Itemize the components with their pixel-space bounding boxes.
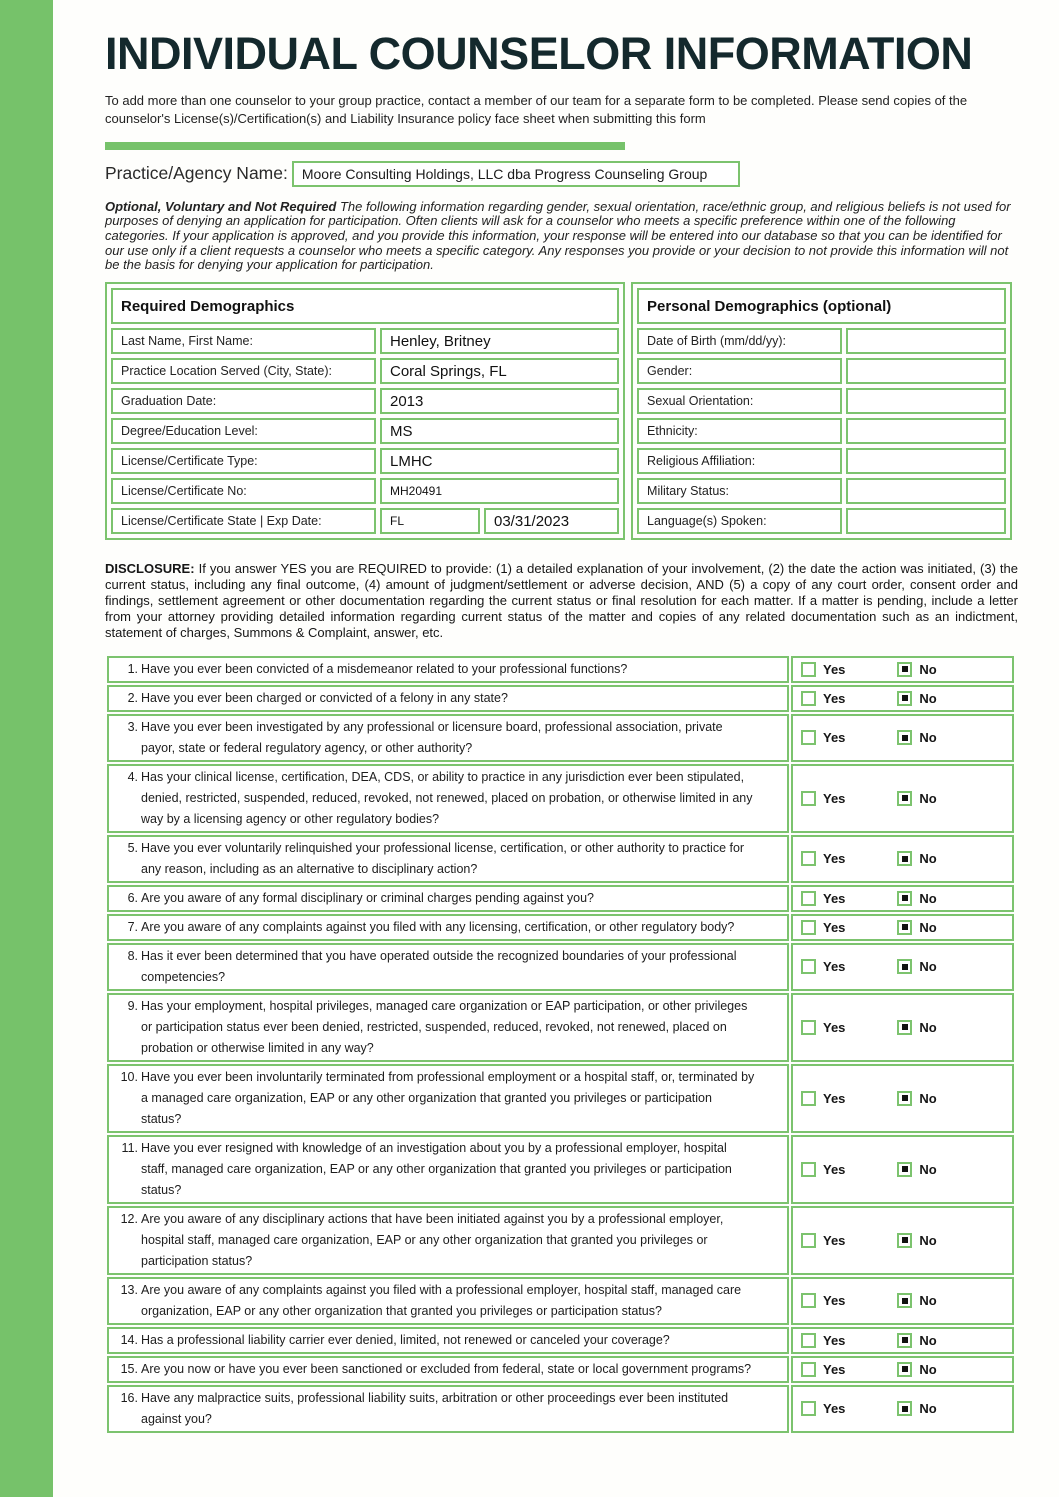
checkbox-empty-icon[interactable] bbox=[801, 1233, 816, 1248]
checkbox-checked-icon[interactable] bbox=[897, 1401, 912, 1416]
table-row bbox=[637, 508, 1006, 534]
question-row bbox=[107, 656, 1014, 683]
question-cell bbox=[107, 1277, 789, 1325]
field-value[interactable]: 2013 bbox=[380, 388, 619, 414]
question-cell bbox=[107, 714, 789, 762]
question-row bbox=[107, 993, 1014, 1062]
question-cell bbox=[107, 1206, 789, 1275]
field-label: License/Certificate State | Exp Date: bbox=[111, 508, 376, 534]
question-text: Has a professional liability carrier ever denied, limited, not renewed or canceled your coverage? bbox=[141, 1332, 670, 1347]
yes-checkbox-option[interactable] bbox=[801, 1401, 845, 1416]
field-label: Date of Birth (mm/dd/yy): bbox=[637, 328, 842, 354]
option-label: No bbox=[919, 1161, 937, 1177]
question-number: 12. bbox=[120, 1211, 138, 1226]
checkbox-checked-icon[interactable] bbox=[897, 959, 912, 974]
no-checkbox-option[interactable] bbox=[897, 662, 936, 677]
yes-checkbox-option[interactable] bbox=[801, 730, 845, 745]
yes-checkbox-option[interactable] bbox=[801, 1020, 845, 1035]
question-text: Have you ever resigned with knowledge of an investigation about you by a professional employer, hospital staff, managed care organization, EAP or any other organization that granted you privileges or participation status? bbox=[141, 1140, 732, 1197]
practice-name-row bbox=[105, 161, 1018, 187]
field-label: Ethnicity: bbox=[637, 418, 842, 444]
table-row bbox=[111, 508, 619, 534]
answer-cell bbox=[791, 1356, 1014, 1383]
field-label: Last Name, First Name: bbox=[111, 328, 376, 354]
field-value[interactable] bbox=[846, 418, 1006, 444]
no-checkbox-option[interactable] bbox=[897, 1162, 936, 1177]
question-number: 4. bbox=[127, 769, 138, 784]
checkbox-empty-icon[interactable] bbox=[801, 791, 816, 806]
table-header-row bbox=[111, 288, 619, 324]
question-number: 14. bbox=[120, 1332, 138, 1347]
option-label: No bbox=[919, 1232, 937, 1248]
question-text: Have you ever been charged or convicted of a felony in any state? bbox=[141, 690, 508, 705]
field-value[interactable]: MS bbox=[380, 418, 619, 444]
answer-cell bbox=[791, 1135, 1014, 1204]
question-text: Are you now or have you ever been sanctioned or excluded from federal, state or local government programs? bbox=[141, 1361, 752, 1376]
left-green-bar bbox=[0, 0, 53, 1497]
form-content bbox=[105, 0, 1018, 1435]
question-text: Have any malpractice suits, professional liability suits, arbitration or other proceedings ever been instituted against you? bbox=[141, 1390, 729, 1426]
table-row bbox=[637, 328, 1006, 354]
checkbox-empty-icon[interactable] bbox=[801, 662, 816, 677]
no-checkbox-option[interactable] bbox=[897, 1233, 936, 1248]
practice-name-input[interactable]: Moore Consulting Holdings, LLC dba Progress Counseling Group bbox=[292, 161, 740, 187]
table-row bbox=[111, 418, 619, 444]
answer-cell bbox=[791, 1327, 1014, 1354]
field-value[interactable]: MH20491 bbox=[380, 478, 619, 504]
checkbox-empty-icon[interactable] bbox=[801, 959, 816, 974]
checkbox-empty-icon[interactable] bbox=[801, 1362, 816, 1377]
field-label: Gender: bbox=[637, 358, 842, 384]
yes-checkbox-option[interactable] bbox=[801, 1162, 845, 1177]
checkbox-checked-icon[interactable] bbox=[897, 851, 912, 866]
answer-cell bbox=[791, 1206, 1014, 1275]
required-demographics-table bbox=[105, 282, 625, 540]
option-label: No bbox=[919, 919, 937, 935]
page-title: INDIVIDUAL COUNSELOR INFORMATION bbox=[105, 28, 973, 79]
no-checkbox-option[interactable] bbox=[897, 1293, 936, 1308]
option-label: Yes bbox=[823, 1161, 846, 1177]
field-value[interactable] bbox=[846, 508, 1006, 534]
field-value[interactable] bbox=[846, 388, 1006, 414]
table-row bbox=[637, 388, 1006, 414]
option-label: No bbox=[919, 1332, 937, 1348]
answer-cell bbox=[791, 656, 1014, 683]
intro-text: To add more than one counselor to your group practice, contact a member of our team for a separate form to be completed. Please send copies of the counselor's License(s)/Certification(s) and Liability Insurance policy face sheet when submitting this form bbox=[105, 93, 968, 127]
yes-checkbox-option[interactable] bbox=[801, 920, 845, 935]
question-row bbox=[107, 1135, 1014, 1204]
option-label: No bbox=[919, 730, 937, 746]
option-label: No bbox=[919, 1401, 937, 1417]
question-number: 9. bbox=[127, 998, 138, 1013]
question-cell bbox=[107, 993, 789, 1062]
yes-checkbox-option[interactable] bbox=[801, 1362, 845, 1377]
question-number: 3. bbox=[127, 719, 138, 734]
question-text: Have you ever been convicted of a misdemeanor related to your professional functions? bbox=[141, 661, 628, 676]
checkbox-empty-icon[interactable] bbox=[801, 891, 816, 906]
checkbox-checked-icon[interactable] bbox=[897, 730, 912, 745]
no-checkbox-option[interactable] bbox=[897, 691, 936, 706]
answer-cell bbox=[791, 993, 1014, 1062]
checkbox-checked-icon[interactable] bbox=[897, 1020, 912, 1035]
checkbox-empty-icon[interactable] bbox=[801, 691, 816, 706]
field-value[interactable] bbox=[846, 478, 1006, 504]
field-value[interactable] bbox=[846, 358, 1006, 384]
checkbox-empty-icon[interactable] bbox=[801, 1162, 816, 1177]
field-value[interactable]: Coral Springs, FL bbox=[380, 358, 619, 384]
answer-cell bbox=[791, 764, 1014, 833]
checkbox-empty-icon[interactable] bbox=[801, 730, 816, 745]
option-label: Yes bbox=[823, 1232, 846, 1248]
yes-checkbox-option[interactable] bbox=[801, 662, 845, 677]
answer-cell bbox=[791, 1277, 1014, 1325]
checkbox-empty-icon[interactable] bbox=[801, 1401, 816, 1416]
disclosure-paragraph bbox=[105, 561, 1018, 641]
question-cell bbox=[107, 685, 789, 712]
no-checkbox-option[interactable] bbox=[897, 1362, 936, 1377]
checkbox-empty-icon[interactable] bbox=[801, 851, 816, 866]
field-value[interactable]: Henley, Britney bbox=[380, 328, 619, 354]
option-label: No bbox=[919, 661, 937, 677]
question-text: Are you aware of any complaints against you filed with a professional employer, hospital staff, managed care organization, EAP or any other organization that granted you privileges or participation status? bbox=[141, 1282, 742, 1318]
field-value[interactable] bbox=[846, 328, 1006, 354]
question-text: Are you aware of any formal disciplinary or criminal charges pending against you? bbox=[141, 890, 595, 905]
required-demographics-header: Required Demographics bbox=[111, 288, 619, 324]
question-row bbox=[107, 1206, 1014, 1275]
question-cell bbox=[107, 835, 789, 883]
question-number: 6. bbox=[127, 890, 138, 905]
table-row bbox=[637, 418, 1006, 444]
question-row bbox=[107, 1064, 1014, 1133]
question-row bbox=[107, 1356, 1014, 1383]
checkbox-empty-icon[interactable] bbox=[801, 920, 816, 935]
question-cell bbox=[107, 656, 789, 683]
table-row bbox=[111, 328, 619, 354]
option-label: No bbox=[919, 790, 937, 806]
question-text: Have you ever voluntarily relinquished your professional license, certification, or other authority to practice for any reason, including as an alternative to disciplinary action? bbox=[141, 840, 745, 876]
question-text: Has it ever been determined that you have operated outside the recognized boundaries of your professional competencies? bbox=[141, 948, 737, 984]
checkbox-checked-icon[interactable] bbox=[897, 1233, 912, 1248]
optional-notice bbox=[105, 200, 1018, 273]
option-label: Yes bbox=[823, 919, 846, 935]
question-row bbox=[107, 1327, 1014, 1354]
option-label: Yes bbox=[823, 890, 846, 906]
yes-checkbox-option[interactable] bbox=[801, 791, 845, 806]
question-text: Have you ever been investigated by any professional or licensure board, professional association, private payor, state or federal regulatory agency, or other authority? bbox=[141, 719, 723, 755]
question-cell bbox=[107, 764, 789, 833]
practice-name-label: Practice/Agency Name: bbox=[105, 163, 288, 184]
field-label: Degree/Education Level: bbox=[111, 418, 376, 444]
question-cell bbox=[107, 1385, 789, 1433]
personal-demographics-table bbox=[631, 282, 1012, 540]
answer-cell bbox=[791, 1064, 1014, 1133]
option-label: No bbox=[919, 959, 937, 975]
field-value[interactable] bbox=[846, 448, 1006, 474]
question-number: 8. bbox=[127, 948, 138, 963]
checkbox-checked-icon[interactable] bbox=[897, 920, 912, 935]
answer-cell bbox=[791, 714, 1014, 762]
option-label: No bbox=[919, 1293, 937, 1309]
answer-cell bbox=[791, 943, 1014, 991]
answer-cell bbox=[791, 885, 1014, 912]
question-cell bbox=[107, 885, 789, 912]
table-header-row bbox=[637, 288, 1006, 324]
option-label: Yes bbox=[823, 959, 846, 975]
field-value[interactable]: FL bbox=[380, 508, 480, 534]
question-row bbox=[107, 943, 1014, 991]
yes-checkbox-option[interactable] bbox=[801, 1293, 845, 1308]
option-label: Yes bbox=[823, 1090, 846, 1106]
table-row bbox=[111, 388, 619, 414]
question-row bbox=[107, 885, 1014, 912]
answer-cell bbox=[791, 1385, 1014, 1433]
no-checkbox-option[interactable] bbox=[897, 959, 936, 974]
checkbox-checked-icon[interactable] bbox=[897, 662, 912, 677]
table-row bbox=[637, 448, 1006, 474]
yes-checkbox-option[interactable] bbox=[801, 1233, 845, 1248]
checkbox-empty-icon[interactable] bbox=[801, 1293, 816, 1308]
optional-notice-body: The following information regarding gender, sexual orientation, race/ethnic group, and religious beliefs is not used for purposes of denying an application for participation. Often clients will ask for a counselor who meets a specific preference within one of the following categories. If your application is approved, and you provide this information, your response will be entered into our database so that you can be identified for our use only if a client requests a counselor who meets a specific category. Any responses you provide or your decision to not provide this information will not be the basis for denying your application for participation. bbox=[105, 198, 1011, 273]
field-label: Military Status: bbox=[637, 478, 842, 504]
no-checkbox-option[interactable] bbox=[897, 920, 936, 935]
yes-checkbox-option[interactable] bbox=[801, 891, 845, 906]
table-row bbox=[637, 358, 1006, 384]
option-label: Yes bbox=[823, 851, 846, 867]
option-label: Yes bbox=[823, 790, 846, 806]
checkbox-checked-icon[interactable] bbox=[897, 1333, 912, 1348]
question-number: 10. bbox=[120, 1069, 138, 1084]
field-label: Graduation Date: bbox=[111, 388, 376, 414]
question-cell bbox=[107, 1135, 789, 1204]
optional-notice-lead: Optional, Voluntary and Not Required bbox=[105, 198, 337, 214]
option-label: No bbox=[919, 690, 937, 706]
answer-cell bbox=[791, 835, 1014, 883]
checkbox-empty-icon[interactable] bbox=[801, 1333, 816, 1348]
question-row bbox=[107, 1385, 1014, 1433]
option-label: No bbox=[919, 1361, 937, 1377]
question-row bbox=[107, 714, 1014, 762]
question-cell bbox=[107, 1356, 789, 1383]
divider-bar bbox=[105, 142, 625, 150]
field-value[interactable]: LMHC bbox=[380, 448, 619, 474]
field-label: Language(s) Spoken: bbox=[637, 508, 842, 534]
checkbox-checked-icon[interactable] bbox=[897, 791, 912, 806]
field-label: Practice Location Served (City, State): bbox=[111, 358, 376, 384]
question-text: Has your clinical license, certification, DEA, CDS, or ability to practice in any jurisdiction ever been stipulated, denied, restricted, suspended, reduced, revoked, not renewed, placed on probation, or otherwise limited in any way by a licensing agency or other regulatory bodies? bbox=[141, 769, 753, 826]
question-text: Are you aware of any disciplinary actions that have been initiated against you by a professional employer, hospital staff, managed care organization, EAP or any other organization that granted you privileges or participation status? bbox=[141, 1211, 724, 1268]
question-row bbox=[107, 1277, 1014, 1325]
no-checkbox-option[interactable] bbox=[897, 851, 936, 866]
no-checkbox-option[interactable] bbox=[897, 1020, 936, 1035]
yes-checkbox-option[interactable] bbox=[801, 1333, 845, 1348]
yes-checkbox-option[interactable] bbox=[801, 959, 845, 974]
question-cell bbox=[107, 1327, 789, 1354]
question-number: 11. bbox=[121, 1140, 138, 1155]
disclosure-questions-table bbox=[105, 654, 1016, 1435]
question-number: 13. bbox=[120, 1282, 138, 1297]
answer-cell bbox=[791, 914, 1014, 941]
question-row bbox=[107, 835, 1014, 883]
option-label: Yes bbox=[823, 1361, 846, 1377]
table-row bbox=[111, 478, 619, 504]
demographics-section bbox=[105, 282, 1018, 540]
yes-checkbox-option[interactable] bbox=[801, 1091, 845, 1106]
yes-checkbox-option[interactable] bbox=[801, 851, 845, 866]
question-number: 7. bbox=[127, 919, 138, 934]
no-checkbox-option[interactable] bbox=[897, 1333, 936, 1348]
question-text: Are you aware of any complaints against you filed with any licensing, certification, or other regulatory body? bbox=[141, 919, 735, 934]
question-number: 5. bbox=[127, 840, 138, 855]
question-cell bbox=[107, 1064, 789, 1133]
question-row bbox=[107, 764, 1014, 833]
question-cell bbox=[107, 943, 789, 991]
no-checkbox-option[interactable] bbox=[897, 1401, 936, 1416]
no-checkbox-option[interactable] bbox=[897, 791, 936, 806]
field-label: License/Certificate No: bbox=[111, 478, 376, 504]
question-text: Have you ever been involuntarily terminated from professional employment or a hospital staff, or, terminated by a managed care organization, EAP or any other organization that granted you privileges or participation status? bbox=[141, 1069, 755, 1126]
option-label: Yes bbox=[823, 1332, 846, 1348]
no-checkbox-option[interactable] bbox=[897, 1091, 936, 1106]
disclosure-lead: DISCLOSURE: bbox=[105, 561, 195, 577]
table-row bbox=[637, 478, 1006, 504]
option-label: Yes bbox=[823, 661, 846, 677]
option-label: Yes bbox=[823, 1293, 846, 1309]
option-label: Yes bbox=[823, 690, 846, 706]
no-checkbox-option[interactable] bbox=[897, 891, 936, 906]
yes-checkbox-option[interactable] bbox=[801, 691, 845, 706]
option-label: Yes bbox=[823, 1401, 846, 1417]
checkbox-empty-icon[interactable] bbox=[801, 1091, 816, 1106]
table-row bbox=[111, 358, 619, 384]
answer-cell bbox=[791, 685, 1014, 712]
option-label: Yes bbox=[823, 730, 846, 746]
field-label: License/Certificate Type: bbox=[111, 448, 376, 474]
no-checkbox-option[interactable] bbox=[897, 730, 936, 745]
checkbox-empty-icon[interactable] bbox=[801, 1020, 816, 1035]
field-label: Religious Affiliation: bbox=[637, 448, 842, 474]
checkbox-checked-icon[interactable] bbox=[897, 1162, 912, 1177]
question-cell bbox=[107, 914, 789, 941]
option-label: No bbox=[919, 1090, 937, 1106]
question-row bbox=[107, 914, 1014, 941]
disclosure-body: If you answer YES you are REQUIRED to provide: (1) a detailed explanation of your involvement, (2) the date the action was initiated, (3) the current status, including any final outcome, (4) amount of judgment/settlement or adverse decision, AND (5) a copy of any court order, consent order and findings, settlement agreement or other documentation regarding the current status or final resolution for each matter. If a matter is pending, include a letter from your attorney providing detailed information regarding current status of the matter and copies of any related documentation such as an indictment, statement of charges, Summons & Complaint, answer, etc. bbox=[105, 561, 1018, 640]
option-label: No bbox=[919, 851, 937, 867]
checkbox-checked-icon[interactable] bbox=[897, 1293, 912, 1308]
checkbox-checked-icon[interactable] bbox=[897, 1362, 912, 1377]
table-row bbox=[111, 448, 619, 474]
field-label: Sexual Orientation: bbox=[637, 388, 842, 414]
option-label: No bbox=[919, 1019, 937, 1035]
question-number: 2. bbox=[127, 690, 138, 705]
question-number: 1. bbox=[127, 661, 138, 676]
question-row bbox=[107, 685, 1014, 712]
option-label: No bbox=[919, 890, 937, 906]
checkbox-checked-icon[interactable] bbox=[897, 691, 912, 706]
question-number: 15. bbox=[120, 1361, 138, 1376]
field-value[interactable]: 03/31/2023 bbox=[484, 508, 619, 534]
question-number: 16. bbox=[120, 1390, 138, 1405]
checkbox-checked-icon[interactable] bbox=[897, 1091, 912, 1106]
personal-demographics-header: Personal Demographics (optional) bbox=[637, 288, 1006, 324]
option-label: Yes bbox=[823, 1019, 846, 1035]
checkbox-checked-icon[interactable] bbox=[897, 891, 912, 906]
question-text: Has your employment, hospital privileges, managed care organization or EAP participation, or other privileges or participation status ever been denied, restricted, suspended, reduced, revoked, not renewed, placed on probation or otherwise limited in any way? bbox=[141, 998, 748, 1055]
